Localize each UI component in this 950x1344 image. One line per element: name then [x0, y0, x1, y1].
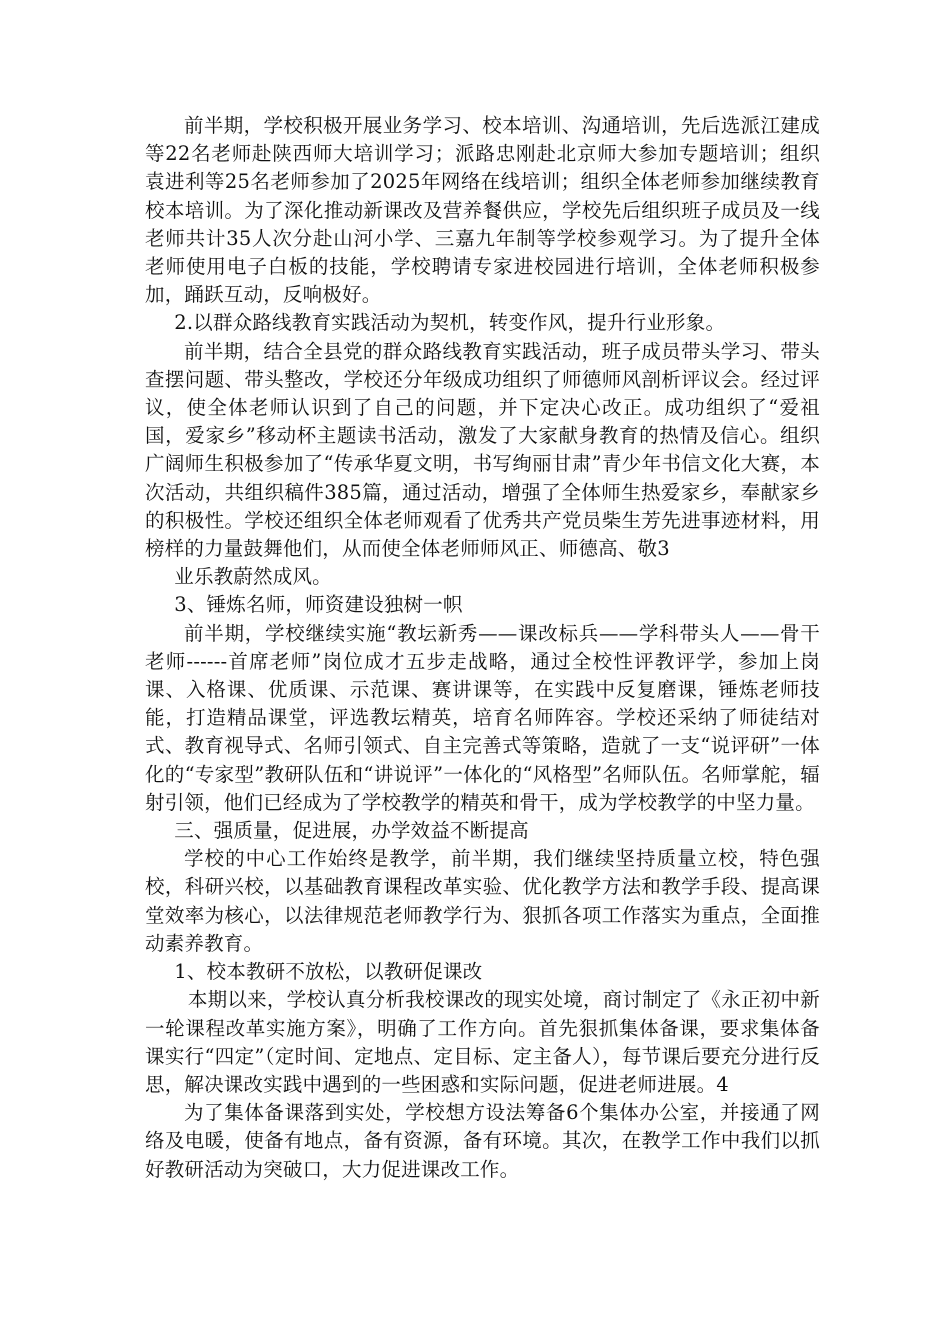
paragraph-collective-prep: 为了集体备课落到实处，学校想方设法筹备6个集体办公室，并接通了网络及电暖，使备有地点，备有资源，备有环境。其次，在教学工作中我们以抓好教研活动为突破口，大力促进课改工作。 [145, 1101, 820, 1181]
paragraph-mass-line: 前半期，结合全县党的群众路线教育实践活动，班子成员带头学习、带头查摆问题、带头整改，学校还分年级成功组织了师德师风剖析评议会。经过评议，使全体老师认识到了自己的问题，并下定决心改正。成功组织了“爱祖国，爱家乡”移动杯主题读书活动，激发了大家献身教育的热情及信心。组织广阔师生积极参加了“传承华夏文明，书写绚丽甘肃”青少年书信文化大赛，本次活动，共组织稿件385篇，通过活动，增强了全体师生热爱家乡，奉献家乡的积极性。学校还组织全体老师观看了优秀共产党员柴生芳先进事迹材料，用榜样的力量鼓舞他们，从而使全体老师师风正、师德高、敬3 [145, 339, 820, 561]
heading-school-research: 1、校本教研不放松，以教研促课改 [174, 960, 483, 984]
heading-mass-line: 2.以群众路线教育实践活动为契机，转变作风，提升行业形象。 [174, 311, 726, 335]
paragraph-school-research: 本期以来，学校认真分析我校课改的现实处境，商讨制定了《永正初中新一轮课程改革实施方案》，明确了工作方向。首先狠抓集体备课，要求集体备课实行“四定”（定时间、定地点、定目标、定主备人），每节课后要充分进行反思，解决课改实践中遇到的一些困惑和实际问题，促进老师进展。4 [145, 988, 820, 1096]
heading-quality: 三、强质量，促进展，办学效益不断提高 [174, 819, 529, 843]
document-page [145, 112, 820, 1184]
heading-famous-teachers: 3、锤炼名师，师资建设独树一帜 [174, 593, 463, 617]
paragraph-quality: 学校的中心工作始终是教学，前半期，我们继续坚持质量立校，特色强校，科研兴校，以基础教育课程改革实验、优化教学方法和教学手段、提高课堂效率为核心，以法律规范老师教学行为、狠抓各项工作落实为重点，全面推动素养教育。 [145, 847, 820, 955]
paragraph-continuation: 业乐教蔚然成风。 [174, 565, 332, 589]
paragraph-famous-teachers: 前半期，学校继续实施“教坛新秀——课改标兵——学科带头人——骨干老师------首席老师”岗位成才五步走战略，通过全校性评教评学，参加上岗课、入格课、优质课、示范课、赛讲课等，在实践中反复磨课，锤炼老师技能，打造精品课堂，评选教坛精英，培育名师阵容。学校还采纳了师徒结对式、教育视导式、名师引领式、自主完善式等策略，造就了一支“说评研”一体化的“专家型”教研队伍和“讲说评”一体化的“风格型”名师队伍。名师掌舵，辐射引领，他们已经成为了学校教学的精英和骨干，成为学校教学的中坚力量。 [145, 621, 820, 814]
paragraph-training: 前半期，学校积极开展业务学习、校本培训、沟通培训，先后选派江建成等22名老师赴陕西师大培训学习；派路忠刚赴北京师大参加专题培训；组织袁进利等25名老师参加了2025年网络在线培训；组织全体老师参加继续教育校本培训。为了深化推动新课改及营养餐供应，学校先后组织班子成员及一线老师共计35人次分赴山河小学、三嘉九年制等学校参观学习。为了提升全体老师使用电子白板的技能，学校聘请专家进校园进行培训，全体老师积极参加，踊跃互动，反响极好。 [145, 114, 820, 307]
